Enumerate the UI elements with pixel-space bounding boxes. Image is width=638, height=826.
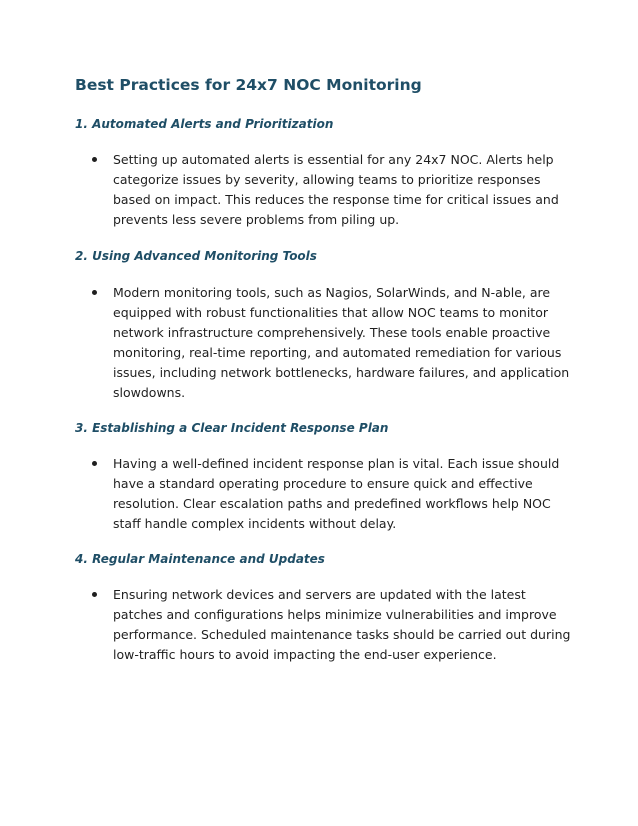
bullet-list-monitoring-tools [75, 283, 575, 403]
bullet-text: Ensuring network devices and servers are updated with the latest patches and configurations helps minimize vulnerabilities and improve performance. Scheduled maintenance tasks should be carried out during low-traffic hours to avoid impacting the end-user experience. [113, 587, 571, 662]
bullet-text: Modern monitoring tools, such as Nagios, SolarWinds, and N-able, are equipped with robust functionalities that allow NOC teams to monitor network infrastructure comprehensively. These tools enable proactive monitoring, real-time reporting, and automated remediation for various issues, including network bottlenecks, hardware failures, and application slowdowns. [113, 285, 570, 400]
section-heading-automated-alerts: 1. Automated Alerts and Prioritization [75, 117, 334, 131]
section-heading-maintenance: 4. Regular Maintenance and Updates [75, 552, 325, 566]
bullet-text: Having a well-defined incident response plan is vital. Each issue should have a standard operating procedure to ensure quick and effective resolution. Clear escalation paths and predefined workflows help NOC staff handle complex incidents without delay. [113, 456, 560, 531]
bullet-list-incident-response [75, 454, 575, 534]
list-item [75, 454, 575, 534]
bullet-icon [92, 157, 97, 162]
section-heading-monitoring-tools: 2. Using Advanced Monitoring Tools [75, 249, 317, 263]
page-title: Best Practices for 24x7 NOC Monitoring [75, 76, 422, 94]
bullet-list-automated-alerts [75, 150, 575, 230]
bullet-text: Setting up automated alerts is essential for any 24x7 NOC. Alerts help categorize issues by severity, allowing teams to prioritize responses based on impact. This reduces the response time for critical issues and prevents less severe problems from piling up. [113, 152, 559, 227]
section-heading-incident-response: 3. Establishing a Clear Incident Response Plan [75, 421, 389, 435]
bullet-icon [92, 290, 97, 295]
list-item [75, 150, 575, 230]
bullet-list-maintenance [75, 585, 575, 665]
bullet-icon [92, 592, 97, 597]
list-item [75, 283, 575, 403]
bullet-icon [92, 461, 97, 466]
list-item [75, 585, 575, 665]
